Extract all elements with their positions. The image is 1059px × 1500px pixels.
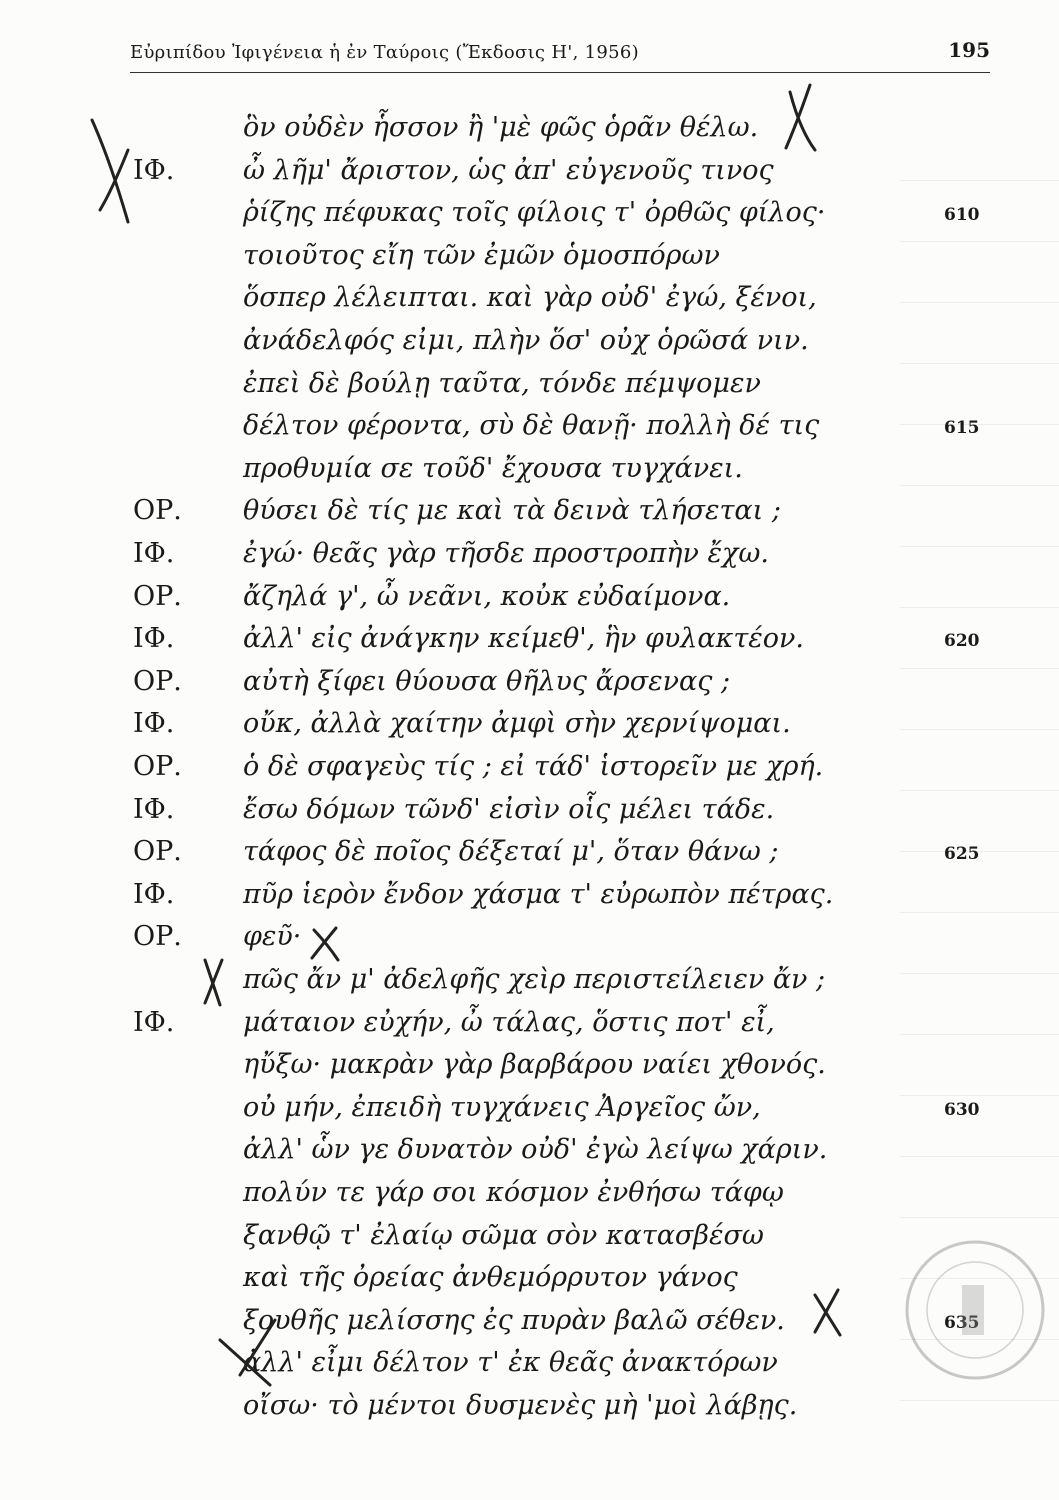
speaker-label: ΟΡ. <box>133 921 182 953</box>
verse-text: μάταιον εὐχήν, ὦ τάλας, ὅστις ποτ' εἶ, <box>243 1006 775 1038</box>
verse-text: δέλτον φέροντα, σὺ δὲ θανῇ· πολλὴ δέ τις <box>243 410 820 442</box>
verse-text: φεῦ· <box>243 921 302 953</box>
verse-text: ἐπεὶ δὲ βούλῃ ταῦτα, τόνδε πέμψομεν <box>243 367 761 399</box>
line-number: 630 <box>944 1099 980 1120</box>
verse-text: ξουθῆς μελίσσης ἐς πυρὰν βαλῶ σέθεν. <box>243 1304 785 1336</box>
line-number: 635 <box>944 1312 980 1333</box>
verse-text: ἄζηλά γ', ὦ νεᾶνι, κοὐκ εὐδαίμονα. <box>243 580 731 612</box>
line-number: 620 <box>944 631 980 652</box>
speaker-label: ΙΦ. <box>133 154 175 186</box>
verse-text: ὅσπερ λέλειπται. καὶ γὰρ οὐδ' ἐγώ, ξένοι, <box>243 282 817 314</box>
verse-text: ἀλλ' ὧν γε δυνατὸν οὐδ' ἐγὼ λείψω χάριν. <box>243 1134 828 1166</box>
verse-text: ἀνάδελφός εἰμι, πλὴν ὅσ' οὐχ ὁρῶσά νιν. <box>243 325 809 356</box>
verse-text: ἀλλ' εἰς ἀνάγκην κείμεθ', ἣν φυλακτέον. <box>243 623 805 655</box>
speaker-label: ΟΡ. <box>133 836 182 868</box>
verse-text: πολύν τε γάρ σοι κόσμον ἐνθήσω τάφῳ <box>243 1177 784 1208</box>
verse-text: οὔκ, ἀλλὰ χαίτην ἀμφὶ σὴν χερνίψομαι. <box>243 708 791 740</box>
line-number: 610 <box>944 205 980 226</box>
pencil-mark <box>100 150 128 210</box>
pencil-mark <box>314 930 338 960</box>
verse-text: ἐγώ· θεᾶς γὰρ τῆσδε προστροπὴν ἔχω. <box>243 538 769 569</box>
speaker-label: ΙΦ. <box>133 878 175 910</box>
pencil-mark <box>240 1320 275 1375</box>
running-title: Εὐριπίδου Ἰφιγένεια ἡ ἐν Ταύροις (Ἔκδοσις Η', 1956) <box>130 42 639 63</box>
speaker-label: ΟΡ. <box>133 580 182 612</box>
verse-text: ξανθῷ τ' ἐλαίῳ σῶμα σὸν κατασβέσω <box>243 1219 764 1251</box>
verse-text: καὶ τῆς ὀρείας ἀνθεμόρρυτον γάνος <box>243 1262 738 1294</box>
verse-text: τοιοῦτος εἴη τῶν ἐμῶν ὁμοσπόρων <box>243 239 720 271</box>
library-stamp <box>907 1242 1043 1378</box>
speaker-label: ΙΦ. <box>133 623 175 655</box>
speaker-label: ΟΡ. <box>133 495 182 527</box>
verse-text: ῥίζης πέφυκας τοῖς φίλοις τ' ὀρθῶς φίλος· <box>243 197 826 229</box>
line-number: 625 <box>944 844 980 865</box>
pencil-mark <box>220 1340 270 1385</box>
speaker-label: ΙΦ. <box>133 1006 175 1038</box>
verse-text: ἀλλ' εἶμι δέλτον τ' ἐκ θεᾶς ἀνακτόρων <box>243 1347 778 1379</box>
verse-text: ὃν οὐδὲν ἧσσον ἢ 'μὲ φῶς ὁρᾶν θέλω. <box>243 112 759 143</box>
speaker-label: ΙΦ. <box>133 708 175 740</box>
verse-text: ηὔξω· μακρὰν γὰρ βαρβάρου ναίει χθονός. <box>243 1049 826 1081</box>
page-number: 195 <box>948 38 990 62</box>
verse-text: ὦ λῆμ' ἄριστον, ὡς ἀπ' εὐγενοῦς τινος <box>243 154 774 186</box>
speaker-label: ΙΦ. <box>133 538 175 569</box>
pencil-mark <box>790 92 815 150</box>
speaker-label: ΟΡ. <box>133 751 182 782</box>
speaker-label: ΟΡ. <box>133 665 182 697</box>
line-number: 615 <box>944 418 980 439</box>
verse-text: τάφος δὲ ποῖος δέξεταί μ', ὅταν θάνω ; <box>243 836 779 868</box>
verse-text: ὁ δὲ σφαγεὺς τίς ; εἰ τάδ' ἱστορεῖν με χρή. <box>243 751 824 782</box>
speaker-label: ΙΦ. <box>133 793 175 825</box>
verse-text: οὐ μήν, ἐπειδὴ τυγχάνεις Ἀργεῖος ὤν, <box>243 1091 761 1123</box>
pencil-mark <box>92 120 128 222</box>
pencil-mark <box>815 1295 840 1335</box>
verse-text: πῶς ἄν μ' ἀδελφῆς χεὶρ περιστείλειεν ἄν ; <box>243 964 826 995</box>
verse-text: οἴσω· τὸ μέντοι δυσμενὲς μὴ 'μοὶ λάβῃς. <box>243 1390 798 1421</box>
verse-text: πῦρ ἱερὸν ἔνδον χάσμα τ' εὐρωπὸν πέτρας. <box>243 878 834 910</box>
verse-text: θύσει δὲ τίς με καὶ τὰ δεινὰ τλήσεται ; <box>243 495 781 527</box>
verse-text: προθυμία σε τοῦδ' ἔχουσα τυγχάνει. <box>243 452 743 484</box>
verse-text: ἔσω δόμων τῶνδ' εἰσὶν οἷς μέλει τάδε. <box>243 793 775 825</box>
verse-text: αὐτὴ ξίφει θύουσα θῆλυς ἄρσενας ; <box>243 665 731 697</box>
